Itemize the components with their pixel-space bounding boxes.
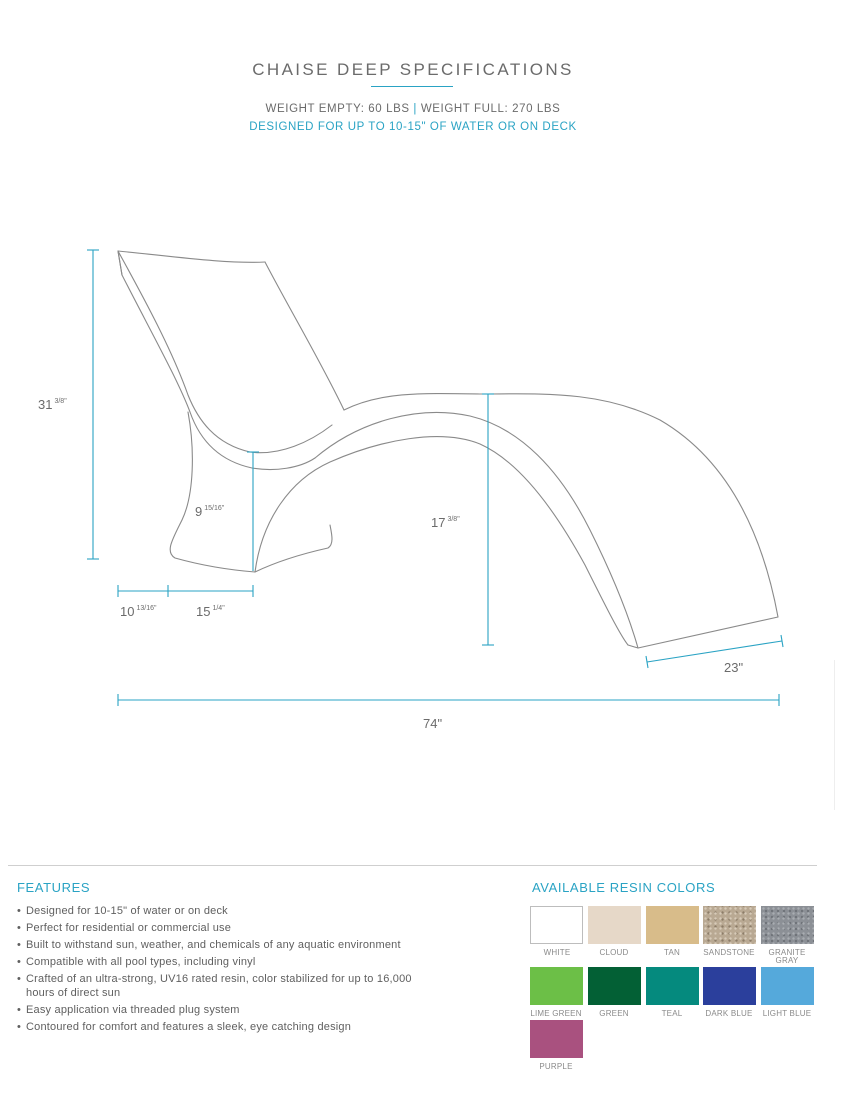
swatch-label-sandstone: SANDSTONE	[703, 948, 755, 957]
feature-item: • Compatible with all pool types, including vinyl	[17, 955, 487, 969]
swatch-granite-gray	[761, 906, 814, 944]
front-height-whole: 9	[195, 504, 203, 519]
swatch-label-light-blue: LIGHT BLUE	[762, 1009, 812, 1018]
base-back-label	[196, 604, 225, 619]
page-title: CHAISE DEEP SPECIFICATIONS	[252, 60, 574, 79]
resin-colors-heading: AVAILABLE RESIN COLORS	[532, 880, 716, 895]
backrest-top-edge	[118, 251, 265, 262]
overall-height-whole: 31	[38, 397, 53, 412]
swatch-label-lime-green: LIME GREEN	[530, 1009, 582, 1018]
base-back-fraction: 1/4"	[212, 605, 225, 612]
front-height-label	[195, 504, 224, 519]
legrest-end-face	[638, 617, 778, 648]
seat-height-fraction: 3/8"	[447, 516, 460, 523]
seat-height-whole: 17	[431, 515, 446, 530]
front-support	[170, 412, 255, 572]
base-back-whole: 15	[196, 604, 211, 619]
swatch-label-granite-gray: GRANITE GRAY	[768, 948, 806, 965]
swatch-cloud	[588, 906, 641, 944]
section-divider	[8, 865, 817, 866]
inner-arch	[255, 437, 628, 645]
length-label: 74"	[423, 716, 443, 731]
base-front-label	[120, 604, 156, 619]
weight-separator: |	[413, 103, 418, 115]
features-list	[17, 904, 487, 1037]
swatch-white	[530, 906, 583, 944]
features-heading: FEATURES	[17, 880, 91, 895]
swatch-label-purple: PURPLE	[539, 1062, 573, 1071]
seat-lower-arc	[315, 412, 638, 648]
swatch-purple	[530, 1020, 583, 1058]
width-label: 23"	[724, 660, 744, 675]
front-height-fraction: 15/16"	[204, 505, 225, 512]
swatch-label-teal: TEAL	[661, 1009, 683, 1018]
backrest-left-edge	[122, 275, 315, 470]
feature-item: • Contoured for comfort and features a sleek, eye catching design	[17, 1020, 487, 1034]
swatch-sandstone	[703, 906, 756, 944]
swatch-lime-green	[530, 967, 583, 1005]
feature-item: • Easy application via threaded plug system	[17, 1003, 487, 1017]
base-front-whole: 10	[120, 604, 135, 619]
seat-height-label	[431, 515, 460, 530]
swatch-dark-blue	[703, 967, 756, 1005]
page-edge-line	[834, 660, 835, 810]
swatch-teal	[646, 967, 699, 1005]
feature-item: • Built to withstand sun, weather, and chemicals of any aquatic environment	[17, 938, 487, 952]
swatch-light-blue	[761, 967, 814, 1005]
backrest-right-edge	[265, 262, 344, 410]
chaise-outline	[118, 251, 778, 648]
base-front-fraction: 13/16"	[136, 605, 157, 612]
feature-item: • Perfect for residential or commercial use	[17, 921, 487, 935]
seat-top-surface	[344, 394, 778, 617]
feature-item: • Designed for 10-15" of water or on deck	[17, 904, 487, 918]
swatch-tan	[646, 906, 699, 944]
backrest-inner-edge	[118, 251, 332, 453]
overall-height-fraction: 3/8"	[54, 398, 67, 405]
feature-item: • Crafted of an ultra-strong, UV16 rated resin, color stabilized for up to 16,000 hours of direct sun	[17, 972, 436, 1000]
front-support-inner	[255, 525, 332, 572]
width-dimension-line	[647, 641, 782, 662]
swatch-label-green: GREEN	[599, 1009, 629, 1018]
swatch-label-cloud: CLOUD	[599, 948, 629, 957]
swatch-green	[588, 967, 641, 1005]
legrest-end-lower	[628, 645, 638, 648]
weight-empty: WEIGHT EMPTY: 60 LBS	[265, 103, 410, 115]
overall-height-label	[38, 397, 67, 412]
water-depth-note: DESIGNED FOR UP TO 10-15" OF WATER OR ON DECK	[249, 121, 577, 133]
swatch-label-dark-blue: DARK BLUE	[705, 1009, 753, 1018]
swatch-label-white: WHITE	[543, 948, 571, 957]
swatch-label-tan: TAN	[663, 948, 680, 957]
weight-full: WEIGHT FULL: 270 LBS	[420, 103, 561, 115]
